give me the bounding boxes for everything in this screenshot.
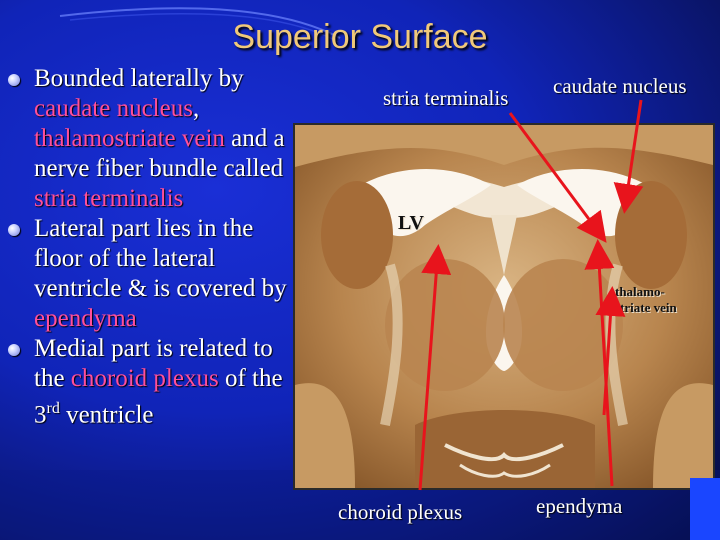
thalamostriate-vein-label	[615, 284, 677, 316]
bullet-item	[6, 64, 294, 214]
bullet-text: rd	[46, 400, 60, 417]
bullet-text: of the 3	[34, 365, 283, 429]
bullet-text: Bounded laterally by	[34, 65, 244, 92]
bullet-text: ventricle	[59, 401, 154, 429]
bullet-text: ,	[192, 95, 200, 122]
highlighted-term: caudate nucleus	[34, 95, 193, 122]
bullet-item	[6, 334, 294, 430]
caudate-nucleus-label: caudate nucleus	[553, 74, 687, 98]
highlighted-term: ependyma	[34, 305, 137, 332]
bullet-text: Medial part is related to the	[34, 335, 273, 392]
slide-title: Superior Surface	[232, 18, 488, 56]
choroid-plexus-label: choroid plexus	[338, 500, 463, 524]
highlighted-term: thalamostriate vein	[34, 125, 225, 152]
bullet-item	[6, 214, 294, 334]
highlighted-term: choroid plexus	[70, 365, 219, 392]
corner-decoration	[690, 478, 720, 540]
bullet-list	[6, 64, 294, 430]
bullet-dot-icon	[8, 224, 20, 236]
stria-terminalis-label: stria terminalis	[383, 86, 509, 110]
highlighted-term: stria terminalis	[34, 185, 184, 212]
ependyma-label: ependyma	[536, 494, 623, 518]
brain-section-photo	[293, 123, 715, 490]
bullet-dot-icon	[8, 74, 20, 86]
bullet-text: Lateral part lies in the floor of the lateral ventricle & is covered by	[34, 215, 287, 302]
lv-label: LV	[398, 212, 424, 234]
bullet-dot-icon	[8, 344, 20, 356]
thalamo-label-line1: thalamo-	[615, 284, 665, 299]
thalamo-label-line2: striate vein	[615, 300, 677, 315]
bullet-text: and a nerve fiber bundle called	[34, 125, 285, 182]
